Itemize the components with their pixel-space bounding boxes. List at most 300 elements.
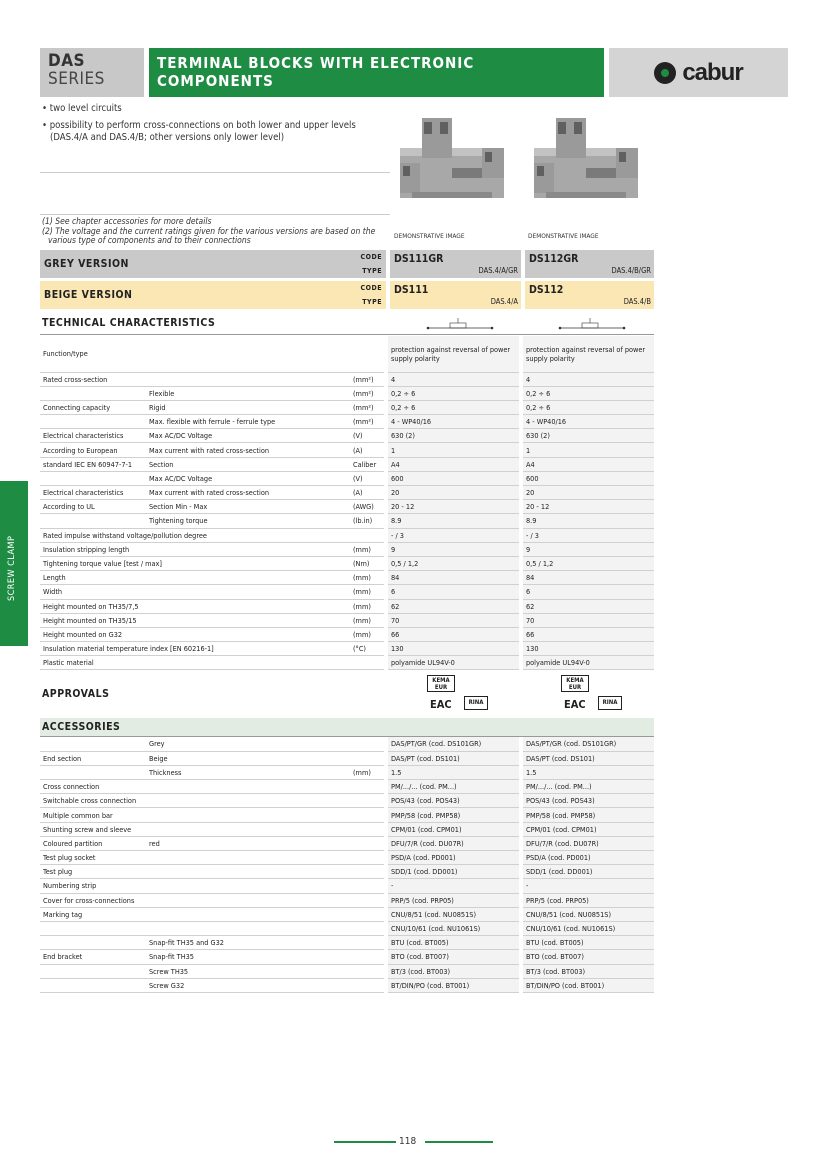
value-product-1: 66: [386, 627, 521, 641]
value-product-2: 0,5 / 1,2: [521, 556, 654, 570]
row-sublabel: [146, 571, 351, 585]
row-label: [40, 415, 146, 429]
row-unit: [351, 964, 386, 978]
row-unit: [351, 822, 386, 836]
feature-item: • two level circuits: [42, 103, 122, 114]
value-product-2: DAS/PT/GR (cod. DS101GR): [521, 737, 654, 751]
table-row: [40, 907, 654, 921]
row-sublabel: [146, 556, 351, 570]
row-sublabel: [146, 627, 351, 641]
value-product-2: 20: [521, 486, 654, 500]
image-caption: DEMONSTRATIVE IMAGE: [394, 232, 465, 240]
table-row: [40, 893, 654, 907]
table-row: [40, 613, 654, 627]
accessories-table: [40, 737, 654, 993]
table-row: [40, 879, 654, 893]
beige-product-2: [525, 281, 654, 309]
row-label: [40, 964, 146, 978]
beige-product-1: [390, 281, 521, 309]
table-row: [40, 751, 654, 765]
row-label: Numbering strip: [40, 879, 146, 893]
row-label: [40, 471, 146, 485]
divider: [40, 172, 390, 173]
divider: [40, 214, 390, 215]
value-product-2: 66: [521, 627, 654, 641]
row-label: Insulation stripping length: [40, 542, 146, 556]
row-label: End bracket: [40, 950, 146, 964]
value-product-1: BTU (cod. BT005): [386, 936, 521, 950]
table-row: [40, 765, 654, 779]
value-product-1: 84: [386, 571, 521, 585]
row-unit: [351, 836, 386, 850]
row-label: Marking tag: [40, 907, 146, 921]
value-product-2: protection against reversal of power supply polarity: [521, 336, 654, 372]
table-row: [40, 443, 654, 457]
row-label: Plastic material: [40, 656, 146, 670]
value-product-1: BTO (cod. BT007): [386, 950, 521, 964]
approvals-product-2: [524, 672, 655, 718]
row-sublabel: [146, 585, 351, 599]
table-row: [40, 386, 654, 400]
product-image-ds112: [526, 108, 646, 208]
row-unit: (mm): [351, 585, 386, 599]
value-product-1: - / 3: [386, 528, 521, 542]
row-unit: (mm): [351, 765, 386, 779]
row-sublabel: [146, 865, 351, 879]
row-sublabel: Grey: [146, 737, 351, 751]
grey-product-1: [390, 250, 521, 278]
row-sublabel: Snap-fit TH35: [146, 950, 351, 964]
value-product-1: 20: [386, 486, 521, 500]
value-product-2: A4: [521, 457, 654, 471]
row-label: End section: [40, 751, 146, 765]
value-product-2: 70: [521, 613, 654, 627]
version-label-text: BEIGE VERSION: [44, 289, 133, 301]
row-unit: (mm): [351, 613, 386, 627]
value-product-2: DAS/PT (cod. DS101): [521, 751, 654, 765]
table-row: [40, 950, 654, 964]
table-row: [40, 336, 654, 372]
table-row: [40, 429, 654, 443]
value-product-1: PMP/58 (cod. PMP58): [386, 808, 521, 822]
value-product-1: SDD/1 (cod. DD001): [386, 865, 521, 879]
value-product-2: SDD/1 (cod. DD001): [521, 865, 654, 879]
value-product-1: DAS/PT/GR (cod. DS101GR): [386, 737, 521, 751]
row-label: [40, 737, 146, 751]
product-type: DAS.4/A: [490, 297, 518, 306]
row-unit: (A): [351, 443, 386, 457]
row-sublabel: Screw TH35: [146, 964, 351, 978]
table-row: [40, 627, 654, 641]
row-label: According to European: [40, 443, 146, 457]
product-code: DS111: [394, 284, 429, 296]
table-row: [40, 808, 654, 822]
value-product-1: 630 (2): [386, 429, 521, 443]
table-row: [40, 372, 654, 386]
grey-version-row: [40, 250, 654, 278]
value-product-1: DFU/7/R (cod. DU07R): [386, 836, 521, 850]
row-sublabel: [146, 879, 351, 893]
row-unit: [351, 921, 386, 935]
row-sublabel: Thickness: [146, 765, 351, 779]
row-sublabel: [146, 893, 351, 907]
value-product-2: 4: [521, 372, 654, 386]
value-product-1: 0,5 / 1,2: [386, 556, 521, 570]
row-sublabel: [146, 808, 351, 822]
page-title: TERMINAL BLOCKS WITH ELECTRONIC COMPONENTS: [157, 54, 475, 90]
value-product-2: DFU/7/R (cod. DU07R): [521, 836, 654, 850]
row-sublabel: Screw G32: [146, 978, 351, 992]
row-unit: [351, 936, 386, 950]
type-label: TYPE: [362, 298, 382, 306]
value-product-1: 8.9: [386, 514, 521, 528]
row-sublabel: [146, 907, 351, 921]
row-sublabel: [146, 794, 351, 808]
row-label: Shunting screw and sleeve: [40, 822, 146, 836]
value-product-2: -: [521, 879, 654, 893]
row-sublabel: Section: [146, 457, 351, 471]
row-label: Height mounted on TH35/15: [40, 613, 146, 627]
row-label: Width: [40, 585, 146, 599]
series-box: [40, 48, 144, 97]
approvals-product-1: [390, 672, 521, 718]
value-product-1: 20 - 12: [386, 500, 521, 514]
row-label: Height mounted on TH35/7,5: [40, 599, 146, 613]
row-unit: [351, 978, 386, 992]
row-unit: (°C): [351, 642, 386, 656]
value-product-2: polyamide UL94V-0: [521, 656, 654, 670]
table-row: [40, 514, 654, 528]
table-row: [40, 471, 654, 485]
row-sublabel: Max current with rated cross-section: [146, 486, 351, 500]
row-sublabel: Flexible: [146, 386, 351, 400]
row-unit: (mm²): [351, 372, 386, 386]
value-product-1: PSD/A (cod. PD001): [386, 851, 521, 865]
row-sublabel: [146, 780, 351, 794]
row-label: Test plug: [40, 865, 146, 879]
feature-item: • possibility to perform cross-connections on both lower and upper levels (DAS.4/A and DAS.4/B; other versions only lower level): [42, 120, 356, 143]
row-label: Length: [40, 571, 146, 585]
value-product-1: 0,2 ÷ 6: [386, 386, 521, 400]
product-image-ds111: [392, 108, 512, 208]
eac-logo: EAC: [430, 698, 452, 711]
row-sublabel: [146, 656, 351, 670]
value-product-2: 9: [521, 542, 654, 556]
row-unit: [351, 893, 386, 907]
footer-line: [425, 1141, 493, 1143]
value-product-2: CNU/10/61 (cod. NU1061S): [521, 921, 654, 935]
value-product-2: BTO (cod. BT007): [521, 950, 654, 964]
value-product-1: polyamide UL94V-0: [386, 656, 521, 670]
value-product-2: 20 - 12: [521, 500, 654, 514]
row-label: [40, 936, 146, 950]
table-row: [40, 836, 654, 850]
row-unit: (AWG): [351, 500, 386, 514]
table-row: [40, 556, 654, 570]
value-product-2: BT/DIN/PO (cod. BT001): [521, 978, 654, 992]
grey-product-2: [525, 250, 654, 278]
row-unit: [351, 851, 386, 865]
row-sublabel: Section Min - Max: [146, 500, 351, 514]
accessories-band: [40, 718, 654, 736]
row-unit: [351, 865, 386, 879]
row-unit: [351, 528, 386, 542]
row-sublabel: Rigid: [146, 400, 351, 414]
row-label: Switchable cross connection: [40, 794, 146, 808]
value-product-1: 4 - WP40/16: [386, 415, 521, 429]
row-label: Test plug socket: [40, 851, 146, 865]
row-sublabel: [146, 921, 351, 935]
row-unit: [351, 794, 386, 808]
row-unit: (V): [351, 471, 386, 485]
value-product-1: BT/DIN/PO (cod. BT001): [386, 978, 521, 992]
accessories-title: ACCESSORIES: [42, 721, 121, 733]
table-row: [40, 822, 654, 836]
tech-section-title: TECHNICAL CHARACTERISTICS: [42, 317, 216, 329]
value-product-2: 4 - WP40/16: [521, 415, 654, 429]
value-product-1: POS/43 (cod. POS43): [386, 794, 521, 808]
value-product-1: CNU/10/61 (cod. NU1061S): [386, 921, 521, 935]
value-product-2: 8.9: [521, 514, 654, 528]
row-label: Cross connection: [40, 780, 146, 794]
row-label: Insulation material temperature index [EN 60216-1]: [40, 642, 146, 656]
row-unit: (A): [351, 486, 386, 500]
table-row: [40, 978, 654, 992]
table-row: [40, 542, 654, 556]
value-product-2: 1: [521, 443, 654, 457]
value-product-1: 0,2 ÷ 6: [386, 400, 521, 414]
product-type: DAS.4/B: [623, 297, 651, 306]
value-product-2: 0,2 ÷ 6: [521, 400, 654, 414]
value-product-2: PM/.../... (cod. PM...): [521, 780, 654, 794]
value-product-1: 62: [386, 599, 521, 613]
row-sublabel: Beige: [146, 751, 351, 765]
row-label: Rated impulse withstand voltage/pollution degree: [40, 528, 146, 542]
value-product-1: -: [386, 879, 521, 893]
row-unit: [351, 656, 386, 670]
row-sublabel: [146, 851, 351, 865]
page-title-banner: [149, 48, 604, 97]
table-row: [40, 585, 654, 599]
type-label: TYPE: [362, 267, 382, 275]
value-product-2: 62: [521, 599, 654, 613]
row-sublabel: [146, 372, 351, 386]
value-product-1: PM/.../... (cod. PM...): [386, 780, 521, 794]
value-product-2: POS/43 (cod. POS43): [521, 794, 654, 808]
value-product-2: 1.5: [521, 765, 654, 779]
logo-mark-icon: [654, 62, 676, 84]
product-code: DS111GR: [394, 253, 444, 265]
grey-version-label: [40, 250, 386, 278]
row-unit: (lb.in): [351, 514, 386, 528]
table-row: [40, 936, 654, 950]
table-row: [40, 571, 654, 585]
value-product-1: protection against reversal of power supply polarity: [386, 336, 521, 372]
row-sublabel: Max AC/DC Voltage: [146, 429, 351, 443]
row-unit: (mm²): [351, 386, 386, 400]
image-caption: DEMONSTRATIVE IMAGE: [528, 232, 599, 240]
value-product-2: 84: [521, 571, 654, 585]
tech-table: [40, 336, 654, 670]
series-name: DAS: [48, 51, 86, 71]
table-row: [40, 400, 654, 414]
row-unit: [351, 808, 386, 822]
row-sublabel: [146, 336, 351, 372]
row-sublabel: [146, 599, 351, 613]
value-product-1: PRP/5 (cod. PRP05): [386, 893, 521, 907]
row-unit: (mm): [351, 599, 386, 613]
row-unit: (V): [351, 429, 386, 443]
row-label: [40, 978, 146, 992]
table-row: [40, 865, 654, 879]
value-product-2: 6: [521, 585, 654, 599]
row-unit: Caliber: [351, 457, 386, 471]
version-label-text: GREY VERSION: [44, 258, 129, 270]
row-unit: [351, 879, 386, 893]
table-row: [40, 457, 654, 471]
value-product-2: 0,2 ÷ 6: [521, 386, 654, 400]
row-unit: [351, 950, 386, 964]
side-tab: [0, 481, 28, 646]
logo-text: cabur: [682, 58, 743, 86]
value-product-1: DAS/PT (cod. DS101): [386, 751, 521, 765]
table-row: [40, 656, 654, 670]
approvals-title: APPROVALS: [42, 688, 110, 700]
row-label: Multiple common bar: [40, 808, 146, 822]
row-label: [40, 921, 146, 935]
row-label: standard IEC EN 60947-7-1: [40, 457, 146, 471]
circuit-diagram-icon: [552, 314, 632, 334]
table-row: [40, 737, 654, 751]
product-type: DAS.4/B/GR: [611, 266, 651, 275]
row-label: According to UL: [40, 500, 146, 514]
series-label: SERIES: [48, 69, 105, 89]
kema-logo: KEMA EUR: [427, 675, 455, 692]
row-sublabel: Tightening torque: [146, 514, 351, 528]
table-row: [40, 486, 654, 500]
value-product-1: 70: [386, 613, 521, 627]
row-unit: [351, 737, 386, 751]
table-row: [40, 528, 654, 542]
table-row: [40, 921, 654, 935]
row-label: Electrical characteristics: [40, 429, 146, 443]
value-product-1: 6: [386, 585, 521, 599]
table-row: [40, 794, 654, 808]
footnote: (2) The voltage and the current ratings given for the various versions are based on the various type of components and to their connections: [42, 226, 376, 246]
product-type: DAS.4/A/GR: [478, 266, 518, 275]
row-label: Cover for cross-connections: [40, 893, 146, 907]
value-product-2: PRP/5 (cod. PRP05): [521, 893, 654, 907]
table-row: [40, 851, 654, 865]
footnotes: [42, 218, 392, 247]
row-unit: [351, 907, 386, 921]
beige-version-row: [40, 281, 654, 309]
row-label: Electrical characteristics: [40, 486, 146, 500]
value-product-1: 1: [386, 443, 521, 457]
row-unit: [351, 336, 386, 372]
code-label: CODE: [360, 284, 382, 292]
row-label: Function/type: [40, 336, 146, 372]
row-unit: (mm): [351, 627, 386, 641]
row-unit: [351, 780, 386, 794]
value-product-1: 4: [386, 372, 521, 386]
row-sublabel: red: [146, 836, 351, 850]
table-row: [40, 642, 654, 656]
kema-logo: KEMA EUR: [561, 675, 589, 692]
table-row: [40, 500, 654, 514]
page-number: 118: [399, 1136, 417, 1147]
value-product-2: PMP/58 (cod. PMP58): [521, 808, 654, 822]
row-label: Connecting capacity: [40, 400, 146, 414]
rina-logo: RINA: [464, 696, 488, 710]
value-product-2: BT/3 (cod. BT003): [521, 964, 654, 978]
value-product-1: 130: [386, 642, 521, 656]
row-sublabel: Snap-fit TH35 and G32: [146, 936, 351, 950]
value-product-1: 9: [386, 542, 521, 556]
value-product-2: - / 3: [521, 528, 654, 542]
value-product-2: 630 (2): [521, 429, 654, 443]
row-sublabel: [146, 542, 351, 556]
value-product-1: 600: [386, 471, 521, 485]
product-code: DS112GR: [529, 253, 579, 265]
table-row: [40, 780, 654, 794]
row-unit: (mm²): [351, 415, 386, 429]
row-sublabel: Max AC/DC Voltage: [146, 471, 351, 485]
row-unit: (mm²): [351, 400, 386, 414]
row-unit: (Nm): [351, 556, 386, 570]
divider: [40, 334, 654, 335]
footnote: (1) See chapter accessories for more details: [42, 217, 212, 227]
value-product-2: 130: [521, 642, 654, 656]
table-row: [40, 415, 654, 429]
row-label: [40, 514, 146, 528]
value-product-1: CNU/8/51 (cod. NU0851S): [386, 907, 521, 921]
row-label: Rated cross-section: [40, 372, 146, 386]
row-unit: (mm): [351, 571, 386, 585]
value-product-1: 1.5: [386, 765, 521, 779]
product-code: DS112: [529, 284, 564, 296]
row-label: Tightening torque value [test / max]: [40, 556, 146, 570]
rina-logo: RINA: [598, 696, 622, 710]
value-product-1: CPM/01 (cod. CPM01): [386, 822, 521, 836]
eac-logo: EAC: [564, 698, 586, 711]
value-product-2: CPM/01 (cod. CPM01): [521, 822, 654, 836]
row-sublabel: Max. flexible with ferrule - ferrule type: [146, 415, 351, 429]
row-unit: (mm): [351, 542, 386, 556]
row-label: Coloured partition: [40, 836, 146, 850]
brand-logo: [609, 48, 788, 97]
side-tab-label: SCREW CLAMP: [7, 535, 17, 601]
row-label: Height mounted on G32: [40, 627, 146, 641]
value-product-2: 600: [521, 471, 654, 485]
row-sublabel: [146, 613, 351, 627]
value-product-2: BTU (cod. BT005): [521, 936, 654, 950]
row-sublabel: Max current with rated cross-section: [146, 443, 351, 457]
circuit-diagram-icon: [420, 314, 500, 334]
feature-list: [42, 103, 387, 149]
table-row: [40, 599, 654, 613]
value-product-1: A4: [386, 457, 521, 471]
row-sublabel: [146, 822, 351, 836]
footer-line: [334, 1141, 396, 1143]
table-row: [40, 964, 654, 978]
code-label: CODE: [360, 253, 382, 261]
value-product-2: PSD/A (cod. PD001): [521, 851, 654, 865]
row-label: [40, 765, 146, 779]
value-product-2: CNU/8/51 (cod. NU0851S): [521, 907, 654, 921]
row-label: [40, 386, 146, 400]
row-unit: [351, 751, 386, 765]
